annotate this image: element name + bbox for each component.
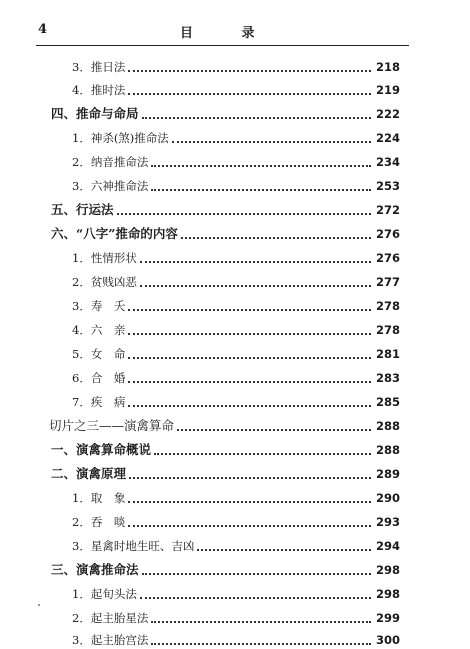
toc-entry-label: 3．起主胎宫法	[72, 633, 149, 647]
toc-entry-page-number: 283	[375, 371, 400, 385]
toc-entry[interactable]	[72, 58, 400, 76]
toc-entry-label: 三、演禽推命法	[51, 562, 139, 577]
toc-entry-page-number: 218	[375, 60, 400, 74]
toc-entry[interactable]	[72, 249, 400, 267]
dot-leader	[128, 357, 371, 359]
toc-entry-page-number: 224	[375, 131, 400, 145]
toc-entry-label: 1．性情形状	[72, 251, 137, 265]
toc-entry-page-number: 288	[375, 419, 400, 433]
toc-entry[interactable]	[72, 369, 400, 387]
page-speck	[38, 604, 40, 606]
dot-leader	[128, 501, 371, 503]
toc-entry-label: 3．寿 夭	[72, 299, 126, 313]
toc-entry[interactable]	[72, 393, 400, 411]
header-divider	[36, 45, 409, 46]
toc-entry-page-number: 281	[375, 347, 400, 361]
dot-leader	[128, 333, 371, 335]
toc-entry[interactable]	[51, 201, 400, 219]
dot-leader	[128, 381, 371, 383]
dot-leader	[140, 285, 371, 287]
toc-entry-label: 2．纳音推命法	[72, 155, 149, 169]
dot-leader	[129, 477, 371, 479]
toc-entry-label: 1．起旬头法	[72, 587, 137, 601]
toc-entry-label: 2．吞 啖	[72, 515, 126, 529]
dot-leader	[128, 309, 371, 311]
toc-entry-label: 切片之三——演禽算命	[49, 418, 175, 433]
toc-entry[interactable]	[72, 631, 400, 649]
toc-entry-label: 4．推时法	[72, 83, 126, 97]
toc-entry-label: 3．星禽时地生旺、吉凶	[72, 539, 195, 553]
toc-entry-page-number: 234	[375, 155, 400, 169]
toc-entry-page-number: 276	[375, 251, 400, 265]
toc-entry-label: 1．神杀(煞)推命法	[72, 131, 169, 145]
toc-entry[interactable]	[72, 513, 400, 531]
dot-leader	[128, 525, 371, 527]
toc-entry[interactable]	[72, 81, 400, 99]
toc-entry-label: 1．取 象	[72, 491, 126, 505]
dot-leader	[172, 141, 371, 143]
toc-entry[interactable]	[72, 129, 400, 147]
toc-entry[interactable]	[51, 561, 400, 579]
dot-leader	[128, 93, 371, 95]
toc-entry-page-number: 290	[375, 491, 400, 505]
toc-entry[interactable]	[72, 489, 400, 507]
toc-entry-label: 6．合 婚	[72, 371, 126, 385]
toc-entry-label: 7．疾 病	[72, 395, 126, 409]
toc-entry-page-number: 289	[375, 467, 400, 481]
toc-entry[interactable]	[72, 537, 400, 555]
toc-entry[interactable]	[72, 177, 400, 195]
toc-entry-label: 四、推命与命局	[51, 106, 139, 121]
toc-entry-page-number: 293	[375, 515, 400, 529]
toc-entry[interactable]	[51, 105, 400, 123]
toc-entry[interactable]	[51, 441, 400, 459]
toc-entry-page-number: 222	[375, 107, 400, 121]
toc-entry-page-number: 219	[375, 83, 400, 97]
toc-entry[interactable]	[51, 465, 400, 483]
toc-entry-label: 5．女 命	[72, 347, 126, 361]
toc-entry[interactable]	[72, 321, 400, 339]
dot-leader	[151, 643, 371, 645]
toc-entry[interactable]	[49, 417, 400, 435]
toc-entry-page-number: 278	[375, 323, 400, 337]
toc-entry-page-number: 276	[375, 227, 400, 241]
dot-leader	[151, 165, 371, 167]
toc-entry-label: 一、演禽算命概说	[51, 442, 152, 457]
toc-entry-page-number: 298	[375, 563, 400, 577]
toc-entry-label: 2．贫贱凶恶	[72, 275, 137, 289]
toc-entry-label: 五、行运法	[51, 202, 114, 217]
toc-entry[interactable]	[72, 153, 400, 171]
toc-entry-label: 二、演禽原理	[51, 466, 127, 481]
toc-entry-label: 4．六 亲	[72, 323, 126, 337]
dot-leader	[151, 621, 371, 623]
toc-entry-page-number: 288	[375, 443, 400, 457]
toc-entry[interactable]	[72, 345, 400, 363]
page-number: 4	[38, 22, 48, 37]
toc-entry-page-number: 278	[375, 299, 400, 313]
dot-leader	[128, 70, 371, 72]
dot-leader	[142, 117, 371, 119]
toc-entry-label: 六、“八字”推命的内容	[51, 226, 178, 241]
toc-entry[interactable]	[72, 273, 400, 291]
toc-entry-page-number: 253	[375, 179, 400, 193]
dot-leader	[197, 549, 371, 551]
toc-entry[interactable]	[51, 225, 400, 243]
toc-entry-label: 3．推日法	[72, 60, 126, 74]
toc-entry[interactable]	[72, 585, 400, 603]
dot-leader	[177, 429, 371, 431]
toc-entry-page-number: 299	[375, 611, 400, 625]
dot-leader	[140, 597, 371, 599]
dot-leader	[151, 189, 371, 191]
toc-entry-label: 3．六神推命法	[72, 179, 149, 193]
toc-entry-page-number: 294	[375, 539, 400, 553]
toc-entry-page-number: 285	[375, 395, 400, 409]
dot-leader	[140, 261, 371, 263]
toc-entry[interactable]	[72, 609, 400, 627]
dot-leader	[128, 405, 371, 407]
toc-entry-page-number: 298	[375, 587, 400, 601]
page-title: 目 录	[180, 26, 277, 41]
dot-leader	[117, 213, 371, 215]
dot-leader	[142, 573, 371, 575]
toc-entry-page-number: 300	[375, 633, 400, 647]
dot-leader	[154, 453, 371, 455]
toc-entry-page-number: 277	[375, 275, 400, 289]
dot-leader	[181, 237, 371, 239]
toc-entry-label: 2．起主胎星法	[72, 611, 149, 625]
toc-entry[interactable]	[72, 297, 400, 315]
toc-entry-page-number: 272	[375, 203, 400, 217]
